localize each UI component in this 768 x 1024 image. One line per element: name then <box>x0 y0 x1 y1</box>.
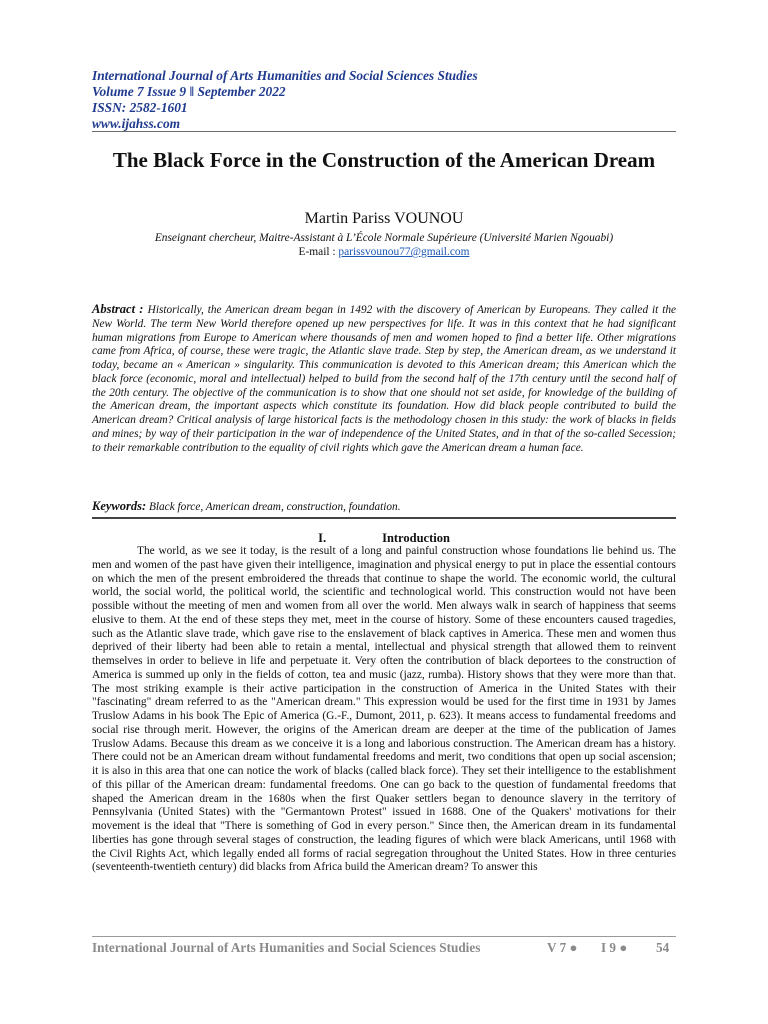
footer-rule <box>92 936 676 937</box>
keywords-rule <box>92 517 676 519</box>
journal-name: International Journal of Arts Humanities and Social Sciences Studies <box>92 68 478 83</box>
journal-issn: ISSN: 2582-1601 <box>92 100 188 115</box>
journal-volume-issue: Volume 7 Issue 9 ǁ September 2022 <box>92 84 286 99</box>
page-footer <box>92 940 676 956</box>
email-label: E-mail : <box>298 246 339 258</box>
footer-page-number: 54 <box>656 940 670 955</box>
author-email-line <box>100 245 668 259</box>
author-name: Martin Pariss VOUNOU <box>304 210 464 227</box>
journal-header <box>92 68 692 132</box>
section-title: Introduction <box>382 531 450 545</box>
footer-journal-name: International Journal of Arts Humanities and Social Sciences Studies <box>92 940 481 955</box>
header-rule <box>92 131 676 132</box>
article-title: The Black Force in the Construction of the American Dream <box>112 148 656 172</box>
body-paragraph: The world, as we see it today, is the result of a long and painful construction whose foundations lie behind us. The men and women of the past have given their intelligence, imagination and physical energy to put in place the essential contours on which the men of the present embroidered the threads that continue to shape the world. The economic world, the cultural world, the social world, the political world, the scientific and technological world. This construction would not have been possible without the meeting of men and women from all over the world. Men always walk in search of happiness that seems elusive to them. At the end of these steps they met, meet in the course of history. Some of these encounters caused tragedies, such as the Atlantic slave trade, which gave rise to the enslavement of black captives in America. These men and women thus deprived of their liberty had been able to retain a mental, intellectual and physical strength that allowed them to reinvent themselves in order to believe in life and perpetuate it. Very often the contribution of black deportees to the construction of America is summed up only in the fields of cotton, tea and music (jazz, rumba). History shows that they were more than that. The most striking example is their active participation in the construction of America in the United States with their "fascinating" dream referred to as the "American dream." This expression would be used for the first time in 1931 by James Truslow Adams in his book The Epic of America (G.-F., Dumont, 2011, p. 623). It means access to fundamental freedoms and social rise through merit. However, the origins of the American dream are deeper at the time of the publication of James Truslow Adams. Because this dream as we conceive it is a long and laborious construction. The American dream has a history. There could not be an American dream without fundamental freedoms and merit, two conditions that open up social ascension; it is also in this area that one can notice the work of blacks (called black force). They set their intelligence to the establishment of this pillar of the American dream: fundamental freedoms. One can go back to the question of fundamental freedoms that shaped the American dream in the 1680s when the first Quaker settlers began to denounce slavery in the territory of Pennsylvania (United States) with the "Germantown Protest" issued in 1688. One of the Quakers' motivations for their movement is the ideal that "There is something of God in every person." Since then, the American dream in its fundamental liberties has gone through several stages of construction, the leading figures of which were black Americans, until 1968 with the Civil Rights Act, which legally ended all forms of racial segregation throughout the United States. How in three centuries (seventeenth-twentieth century) did blacks from Africa build the American dream? To answer this <box>92 545 676 874</box>
keywords <box>92 499 676 514</box>
keywords-label: Keywords: <box>92 499 147 513</box>
journal-website[interactable]: www.ijahss.com <box>92 116 181 131</box>
section-number: I. <box>318 531 327 545</box>
abstract <box>92 303 676 455</box>
section-heading <box>92 531 676 546</box>
email-link[interactable]: parissvounou77@gmail.com <box>338 246 470 258</box>
author-affiliation: Enseignant chercheur, Maitre-Assistant à L’École Normale Supérieure (Université Marien Ngouabi) <box>154 232 614 244</box>
abstract-text: Historically, the American dream began in 1492 with the discovery of American by Europeans. They called it the New World. The term New World therefore opened up new perspectives for life. It was in this context that he had significant human migrations from Europe to American where thousands of men and women hoped to find a better life. Other migrations came from Africa, of course, these were tragic, the Atlantic slave trade. Step by step, the American dream, as we understand it today, became an « American » singularity. This communication is devoted to this American dream; this American which the black force (economic, moral and intellectual) helped to build from the second half of the 17th century until the second half of the 20th century. The objective of the communication is to show that one should not set aside, for knowledge of the building of the American dream, the important aspects which constitute its foundation. How did black people contributed to build the American dream? Critical analysis of large historical facts is the methodology chosen in this study: the work of blacks in fields and mines; by way of their participation in the war of independence of the United States, and in that of the so-called Secession; to their remarkable contribution to the equality of civil rights which gave the American dream a human face. <box>92 304 676 454</box>
keywords-text: Black force, American dream, construction, foundation. <box>146 501 401 513</box>
footer-issue: I 9 ● <box>601 940 628 955</box>
footer-volume: V 7 ● <box>547 940 578 955</box>
abstract-label: Abstract : <box>92 302 148 316</box>
